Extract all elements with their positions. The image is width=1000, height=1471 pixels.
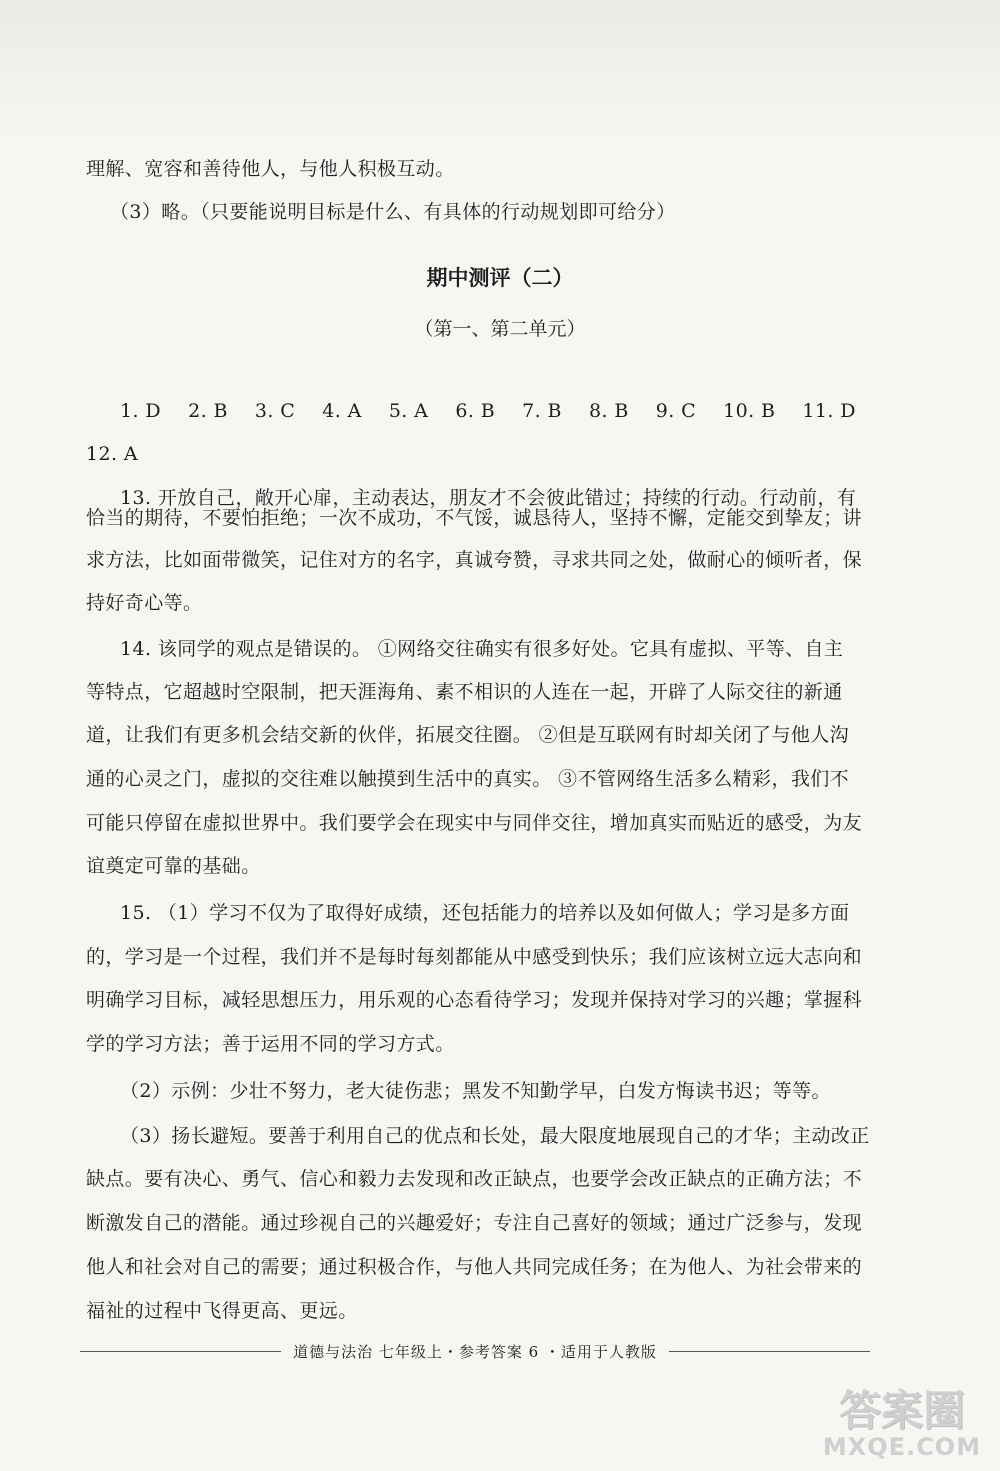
text-line: 持好奇心等。 [86, 592, 203, 614]
text-line: 恰当的期待，不要怕拒绝；一次不成功，不气馁，诚恳待人，坚持不懈，定能交到挚友；讲 [86, 507, 863, 529]
text-line: 15. （1）学习不仅为了取得好成绩，还包括能力的培养以及如何做人；学习是多方面 [120, 902, 850, 924]
text-line: （3）略。（只要能说明目标是什么、有具体的行动规划即可给分） [110, 201, 676, 223]
answer-item: 8. B [588, 400, 629, 422]
text-line: 福祉的过程中飞得更高、更远。 [86, 1300, 358, 1322]
text-line: 通的心灵之门，虚拟的交往难以触摸到生活中的真实。 ③不管网络生活多么精彩，我们不 [86, 768, 850, 790]
text-line: 理解、宽容和善待他人，与他人积极互动。 [86, 158, 455, 180]
text-line: 14. 该同学的观点是错误的。 ①网络交往确实有很多好处。它具有虚拟、平等、自主 [120, 638, 844, 660]
answer-key-row: 12. A [86, 443, 138, 465]
text-line: （2）示例：少壮不努力，老大徒伤悲；黑发不知勤学早，白发方悔读书迟；等等。 [120, 1080, 831, 1102]
answer-item: 11. D [802, 400, 856, 422]
text-line: 的，学习是一个过程，我们并不是每时每刻都能从中感受到快乐；我们应该树立远大志向和 [86, 946, 863, 968]
answer-item: 3. C [254, 400, 296, 422]
text-line: 他人和社会对自己的需要；通过积极合作，与他人共同完成任务；在为他人、为社会带来的 [86, 1256, 863, 1278]
section-title: 期中测评（二） [426, 266, 574, 290]
text-line: 缺点。要有决心、勇气、信心和毅力去发现和改正缺点，也要学会改正缺点的正确方法；不 [86, 1168, 863, 1190]
scan-smudge [0, 0, 1000, 150]
text-line: 可能只停留在虚拟世界中。我们要学会在现实中与同伴交往，增加真实而贴近的感受，为友 [86, 812, 863, 834]
text-line: （3）扬长避短。要善于利用自己的优点和长处，最大限度地展现自己的才华；主动改正 [120, 1125, 870, 1147]
text-line: 求方法，比如面带微笑，记住对方的名字，真诚夸赞，寻求共同之处，做耐心的倾听者，保 [86, 549, 863, 571]
answer-item: 5. A [388, 400, 429, 422]
watermark-text: 答案圈 [838, 1386, 965, 1435]
answer-item: 2. B [188, 400, 228, 422]
answer-key-row [120, 402, 856, 421]
text-line: 道，让我们有更多机会结交新的伙伴，拓展交往圈。 ②但是互联网有时却关闭了与他人沟 [86, 724, 850, 746]
answer-item: 4. A [322, 400, 362, 422]
answer-item: 10. B [723, 400, 776, 422]
footer-rule-right [669, 1351, 870, 1352]
watermark-logo [812, 1388, 992, 1468]
page-footer [80, 1341, 870, 1362]
text-line: 谊奠定可靠的基础。 [86, 855, 261, 877]
footer-text: 道德与法治 七年级上・参考答案 6 ・适用于人教版 [293, 1343, 657, 1361]
text-line: 13. 开放自己，敞开心扉，主动表达，朋友才不会彼此错过；持续的行动。行动前，有 [120, 487, 857, 509]
footer-rule-left [80, 1351, 281, 1352]
watermark-url: MXQE.COM [822, 1433, 982, 1461]
section-subtitle: （第一、第二单元） [414, 318, 586, 340]
answer-item: 1. D [120, 400, 162, 422]
answer-item: 7. B [522, 400, 562, 422]
text-line: 学的学习方法；善于运用不同的学习方式。 [86, 1033, 455, 1055]
text-line: 明确学习目标，减轻思想压力，用乐观的心态看待学习；发现并保持对学习的兴趣；掌握科 [86, 989, 863, 1011]
text-line: 断激发自己的潜能。通过珍视自己的兴趣爱好；专注自己喜好的领域；通过广泛参与，发现 [86, 1212, 863, 1234]
answer-item: 9. C [655, 400, 697, 422]
text-line: 等特点，它超越时空限制，把天涯海角、素不相识的人连在一起，开辟了人际交往的新通 [86, 681, 843, 703]
answer-item: 6. B [455, 400, 496, 422]
